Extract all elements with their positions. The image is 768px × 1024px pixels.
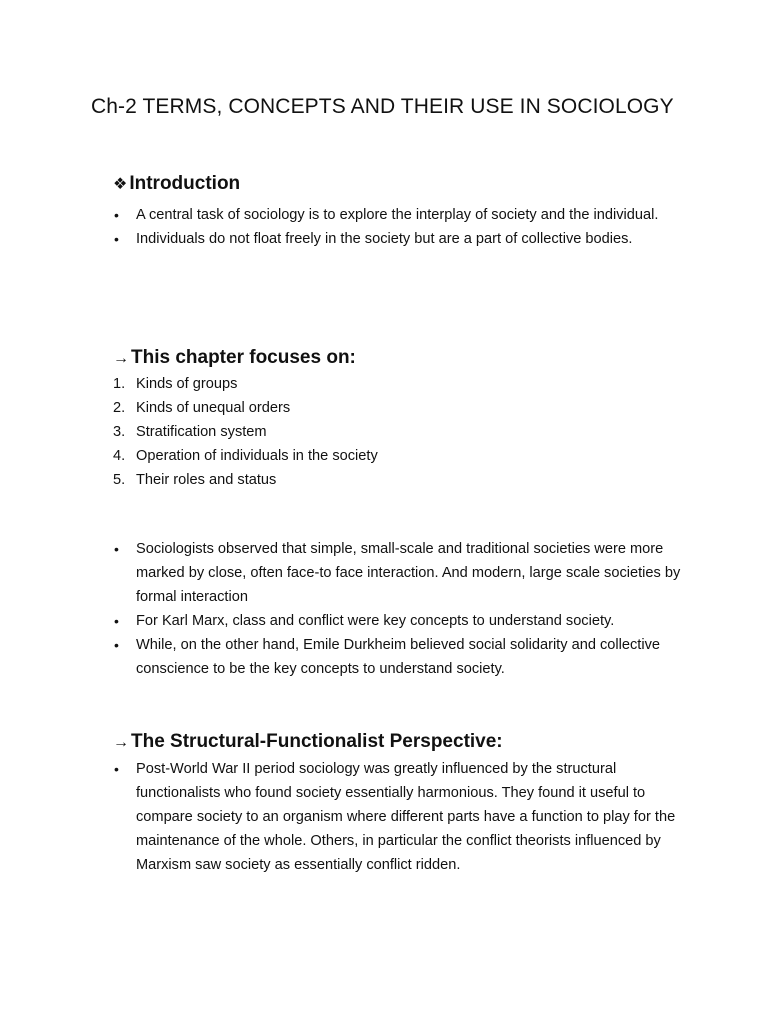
list-number: 4.: [113, 448, 126, 464]
list-item: [113, 420, 683, 444]
list-item: [113, 372, 683, 396]
section-heading-introduction: [113, 173, 240, 195]
list-item-text: Operation of individuals in the society: [136, 448, 378, 464]
section-heading-text: Introduction: [129, 173, 241, 194]
introduction-bullet-list: [113, 203, 683, 251]
list-item: [113, 468, 683, 492]
structural-functionalist-bullet-list: [113, 757, 683, 877]
list-number: 2.: [113, 400, 126, 416]
right-arrow-icon: →: [113, 734, 129, 751]
diamond-bullet-icon: ❖: [113, 176, 128, 193]
list-item: • For Karl Marx, class and conflict were key concepts to understand society.: [113, 609, 683, 633]
section-heading-chapter-focus: [113, 347, 356, 369]
document-title: Ch-2 TERMS, CONCEPTS AND THEIR USE IN SOCIOLOGY: [91, 95, 674, 118]
list-item: • Individuals do not float freely in the society but are a part of collective bodies.: [113, 227, 683, 251]
list-item: • Post-World War II period sociology was greatly influenced by the structural functionalists who found society essentially harmonious. They found it useful to compare society to an organism where different parts have a function to play for the maintenance of the whole. Others, in particular the conflict theorists influenced by Marxism saw society as essentially conflict ridden.: [113, 757, 683, 877]
list-item-text: Stratification system: [136, 424, 267, 440]
list-number: 5.: [113, 472, 126, 488]
list-item-text: Their roles and status: [136, 472, 277, 488]
sociologists-bullet-list: [113, 537, 683, 681]
section-heading-text: The Structural-Functionalist Perspective:: [131, 731, 503, 752]
list-number: 1.: [113, 376, 126, 392]
list-item: [113, 444, 683, 468]
list-item-text: Kinds of unequal orders: [136, 400, 291, 416]
list-number: 3.: [113, 424, 126, 440]
section-heading-text: This chapter focuses on:: [131, 347, 356, 368]
chapter-focus-numbered-list: [113, 372, 683, 492]
list-item: • Sociologists observed that simple, small-scale and traditional societies were more marked by close, often face-to face interaction. And modern, large scale societies by formal interaction: [113, 537, 683, 609]
section-heading-structural-functionalist: [113, 731, 503, 753]
list-item-text: Kinds of groups: [136, 376, 238, 392]
list-item: • A central task of sociology is to explore the interplay of society and the individual.: [113, 203, 683, 227]
right-arrow-icon: →: [113, 350, 129, 367]
list-item: [113, 396, 683, 420]
list-item: • While, on the other hand, Emile Durkheim believed social solidarity and collective conscience to be the key concepts to understand society.: [113, 633, 683, 681]
